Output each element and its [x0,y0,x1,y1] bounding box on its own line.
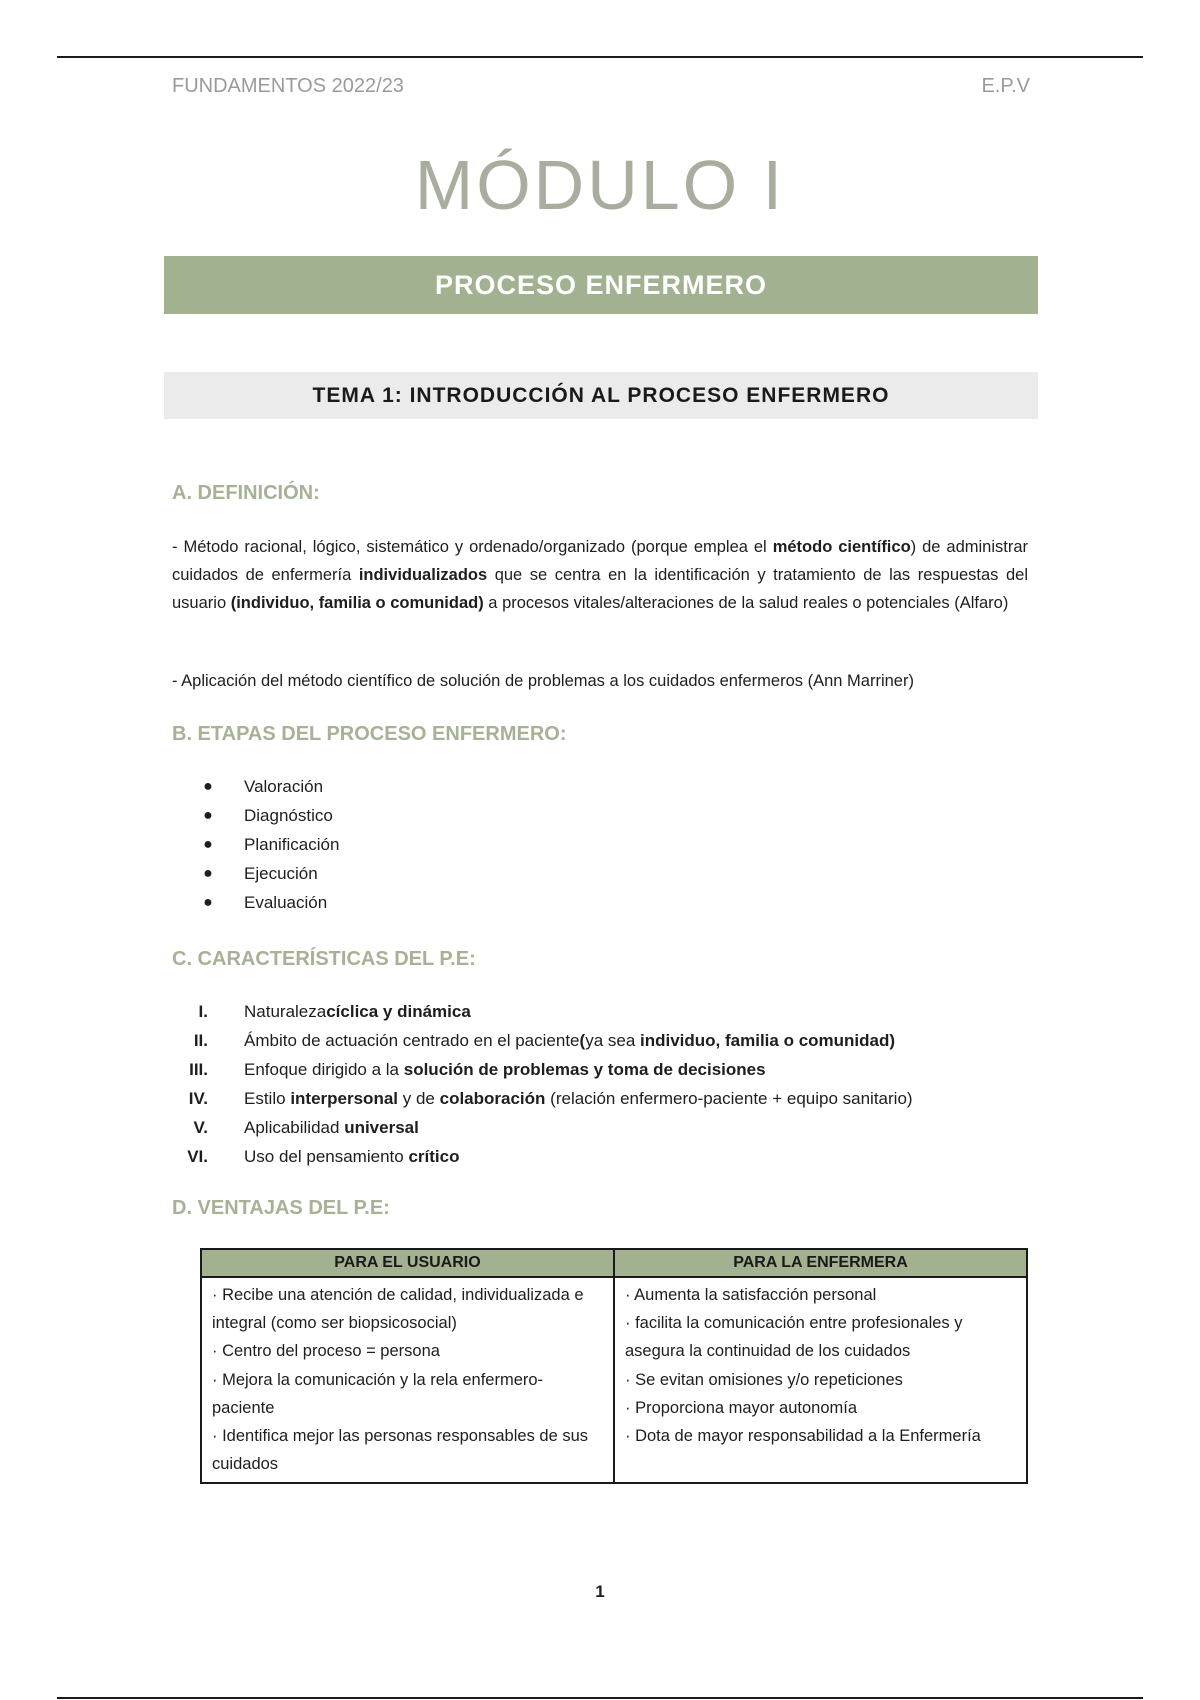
bold-text: solución de problemas y toma de decisiones [403,1060,766,1079]
list-item [172,997,913,1026]
header-usuario: PARA EL USUARIO [201,1249,614,1277]
bold-text: cíclica y dinámica [326,1002,471,1021]
enfermera-item: · Aumenta la satisfacción personal [625,1286,877,1304]
def-bold-3: (individuo, familia o comunidad) [230,594,484,612]
enfermera-item: · Se evitan omisiones y/o repeticiones [625,1370,903,1389]
bold-text: colaboración [439,1089,546,1108]
def-bold-1: método científico [772,538,911,556]
text: Uso del pensamiento [244,1147,404,1166]
roman-numeral: II. [193,1031,208,1050]
usuario-item: · Recibe una atención de calidad, individualizada e integral (como ser biopsicosocial) [212,1286,584,1333]
list-item [172,801,339,830]
text: Enfoque dirigido a la [244,1060,400,1079]
text: Naturaleza [244,1002,327,1021]
roman-numeral: IV. [188,1089,208,1108]
bullet-icon: ● [203,865,213,882]
list-item [172,772,339,801]
etapa-label: Ejecución [244,864,318,883]
roman-numeral: III. [189,1060,208,1079]
header-course: FUNDAMENTOS 2022/23 [172,75,404,97]
list-item [172,1026,913,1055]
bullet-icon: ● [203,778,213,795]
def-text-1: - Método racional, lógico, sistemático y ordenado/organizado (porque emplea el [172,538,773,556]
banner-proceso-enfermero: PROCESO ENFERMERO [164,256,1038,314]
tema-heading: TEMA 1: INTRODUCCIÓN AL PROCESO ENFERMERO [164,372,1038,419]
list-item [172,1113,913,1142]
text: ya sea [585,1031,636,1050]
bold-text: ( [579,1031,586,1050]
enfermera-item: · Dota de mayor responsabilidad a la Enfermería [625,1427,981,1446]
bottom-rule [57,1697,1143,1699]
table-header-row [201,1249,1027,1277]
text: (relación enfermero-paciente + equipo sanitario) [550,1089,913,1108]
bullet-icon: ● [203,894,213,911]
def-text-3: que se centra en la identificación y tratamiento de las respuestas del usuario [172,566,1028,612]
module-title: MÓDULO I [414,146,786,224]
roman-numeral: V. [193,1118,208,1137]
section-c-title: C. CARACTERÍSTICAS DEL P.E: [172,948,476,970]
top-rule [57,56,1143,58]
caracteristicas-list [172,997,913,1171]
bold-text: individuo, familia o comunidad) [640,1031,896,1050]
etapa-label: Evaluación [244,893,328,912]
list-item [172,1055,913,1084]
usuario-cell [201,1277,614,1483]
def-text-4: a procesos vitales/alteraciones de la salud reales o potenciales (Alfaro) [483,594,1009,612]
etapas-list [172,772,339,917]
def-text-2: ) de administrar cuidados de enfermería [172,538,1029,584]
text: Estilo [244,1089,286,1108]
usuario-item: · Centro del proceso = persona [212,1342,440,1361]
usuario-item: · Identifica mejor las personas responsables de sus cuidados [212,1427,589,1474]
table-row [201,1277,1027,1483]
enfermera-item: · facilita la comunicación entre profesionales y asegura la continuidad de los cuidados [625,1314,963,1361]
header-author: E.P.V [981,75,1030,97]
text: Aplicabilidad [244,1118,340,1137]
text: y de [402,1089,435,1108]
roman-numeral: VI. [187,1147,208,1166]
section-d-title: D. VENTAJAS DEL P.E: [172,1197,390,1219]
section-a-title: A. DEFINICIÓN: [172,482,320,504]
etapa-label: Diagnóstico [244,806,333,825]
list-item [172,1084,913,1113]
header-enfermera: PARA LA ENFERMERA [614,1249,1027,1277]
roman-numeral: I. [198,1002,208,1021]
bold-text: universal [344,1118,419,1137]
etapa-label: Valoración [244,777,324,796]
bullet-icon: ● [203,836,213,853]
bold-text: interpersonal [290,1089,399,1108]
list-item [172,1142,913,1171]
definicion-paragraph-1 [172,533,1028,617]
section-b-title: B. ETAPAS DEL PROCESO ENFERMERO: [172,723,567,745]
def-bold-2: individualizados [358,566,488,584]
enfermera-cell [614,1277,1027,1483]
definicion-paragraph-2: - Aplicación del método científico de solución de problemas a los cuidados enfermeros (Ann Marriner) [172,672,914,690]
bold-text: crítico [408,1147,460,1166]
bullet-icon: ● [203,807,213,824]
list-item [172,830,339,859]
list-item [172,859,339,888]
list-item [172,888,339,917]
page-header [172,75,1030,98]
text: Ámbito de actuación centrado en el paciente [244,1031,580,1050]
etapa-label: Planificación [244,835,340,854]
enfermera-item: · Proporciona mayor autonomía [625,1398,858,1417]
usuario-item: · Mejora la comunicación y la rela enfermero-paciente [212,1370,544,1417]
page-number: 1 [595,1582,605,1601]
ventajas-table [200,1248,1028,1484]
